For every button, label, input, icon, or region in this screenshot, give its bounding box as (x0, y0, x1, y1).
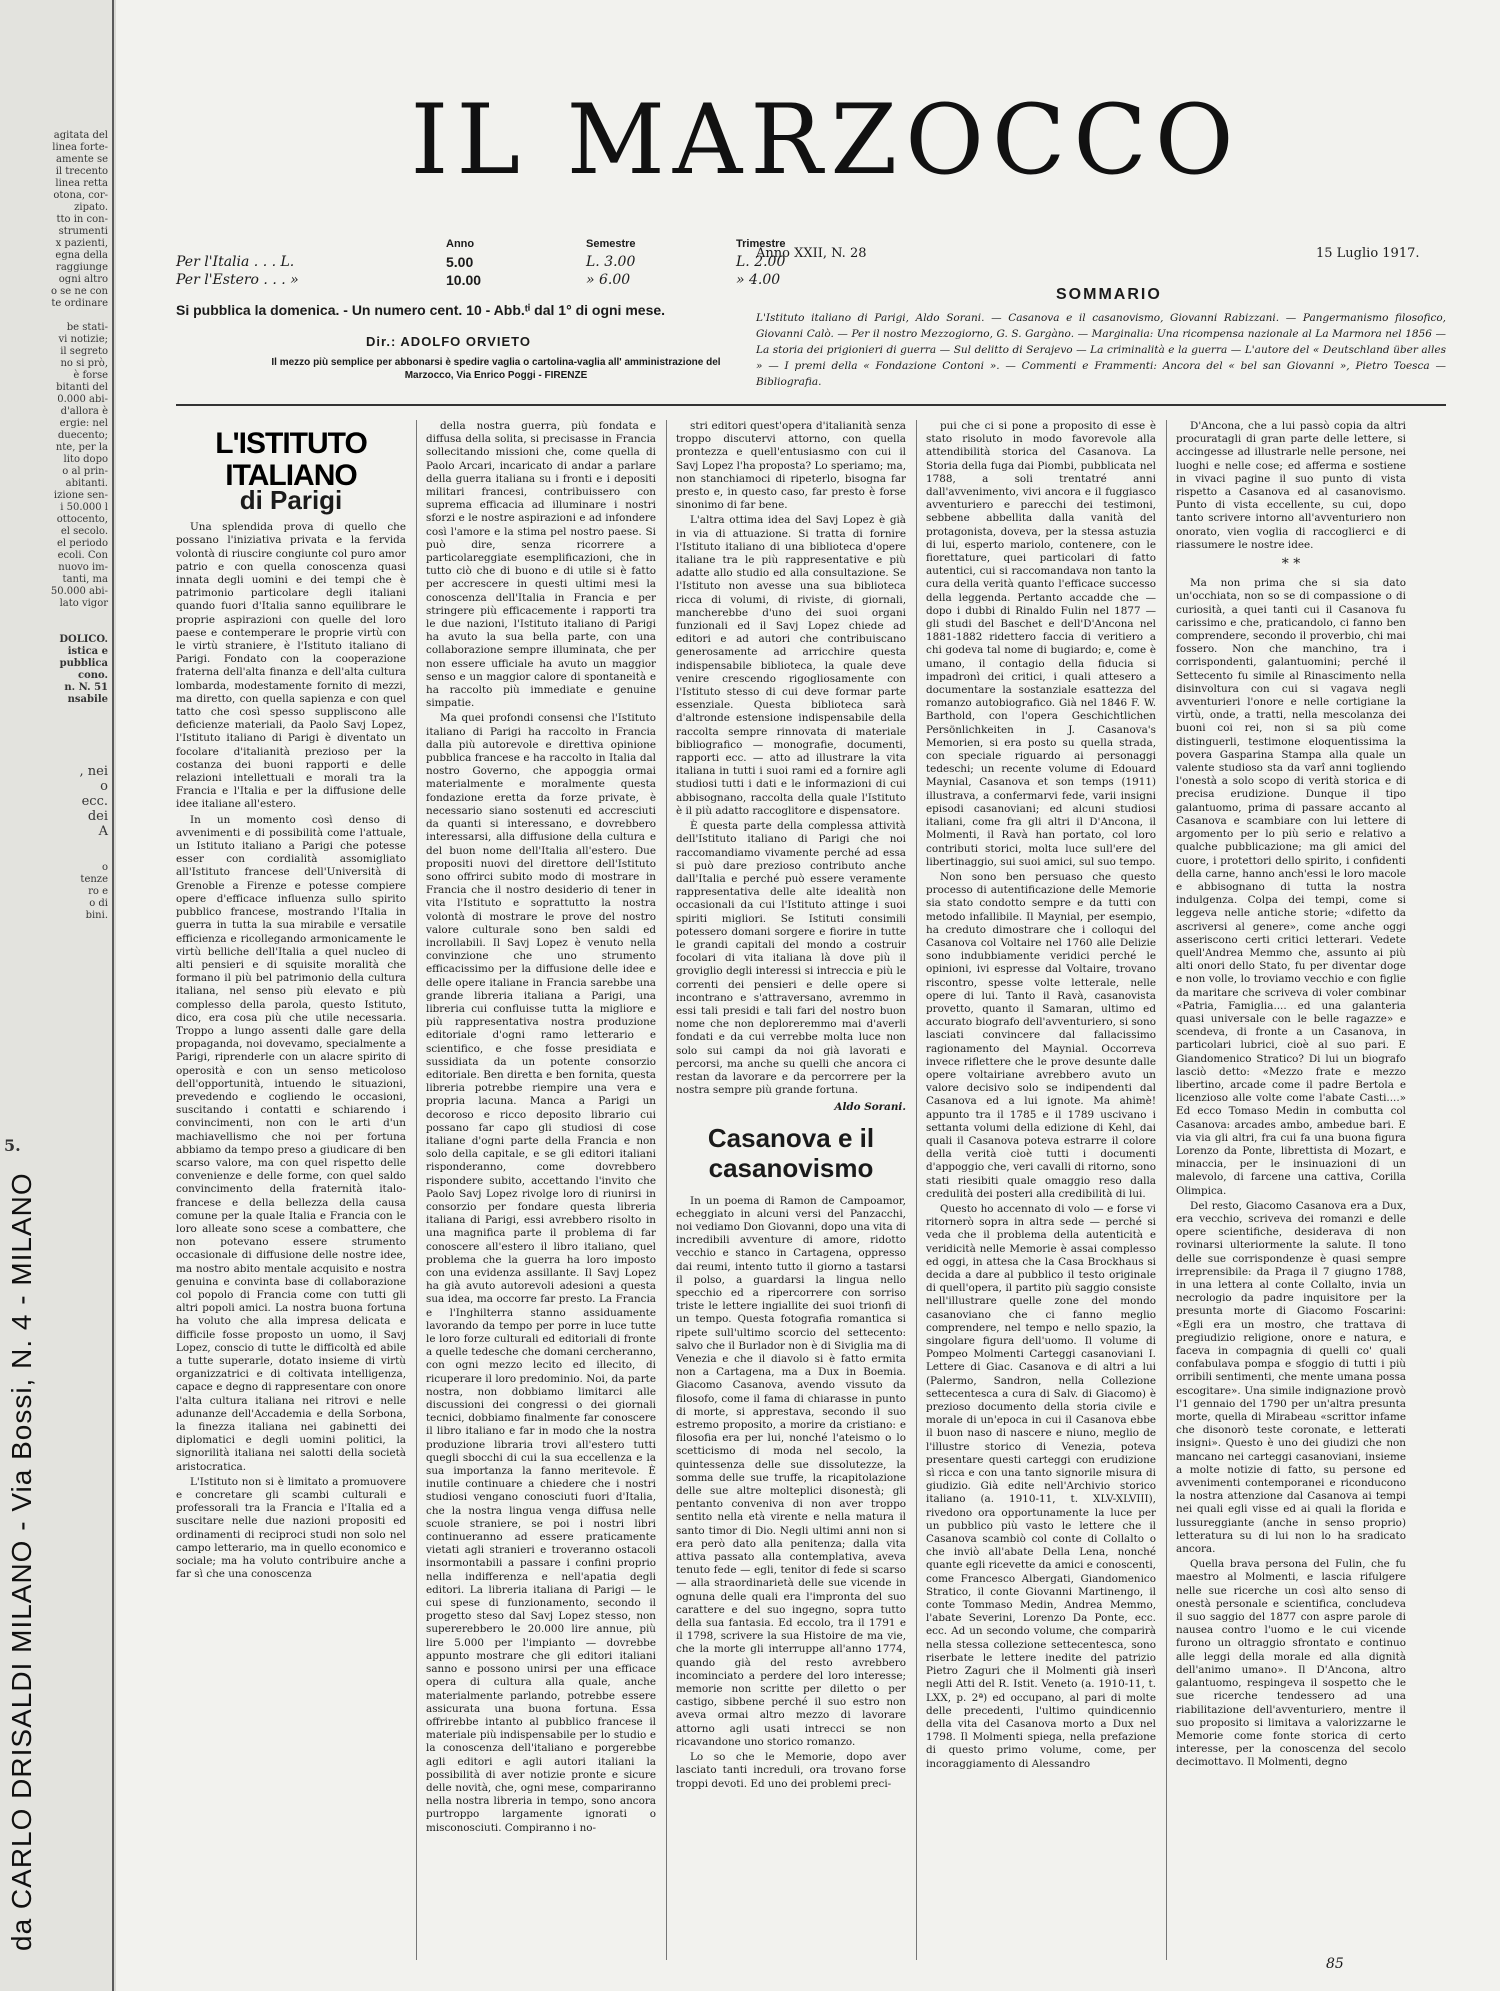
subscription-semestre-value: » 6.00 (586, 272, 631, 288)
paragraph: In un poema di Ramon de Campoamor, echeggiato in alcuni versi del Panzacchi, noi vediamo Don Giovanni, dopo una vita di incredibili avventure di amore, ridotto vecchio e stanco in Cartagena, oppresso dai reumi, intento tutto il giorno a tastarsi il polso, a guardarsi la lingua nello specchio ed a ripercorrere con sorriso triste le lettere ingiallite dei suoi trionfi di un tempo. Questa fotografia romantica si ripete sull'ultimo scorcio del settecento: salvo che il Burlador non è di Siviglia ma di Venezia e che il diavolo si è fatto ermita non a Cartagena, ma a Dux in Boemia. Giacomo Casanova, avendo vissuto da filosofo, come il fama di chiarasse in punto di morte, si apprestava, secondo il suo estremo proposito, a morire da cristiano: e filosofia era per lui, nonché l'ateismo o lo scetticismo di moda nel secolo, la quintessenza delle sue dissolutezze, la somma delle sue truffe, la ricapitolazione delle sue altre molteplici disonestà; gli pentanto conveniva di non aver troppo sentito nella età virente e nella matura il santo timor di Dio. Negli ultimi anni non si era però dato alla penitenza; dalla vita attiva passato alla contemplativa, aveva tenuto fede — egli, tenitor di fede si scarso — alla straordinarietà delle sue vicende in ognuna delle quali era l'impronta del suo carattere e del suo ingegno, sopra tutto della sua fantasia. Ed eccolo, tra il 1791 e il 1798, scrivere la sua Histoire de ma vie, che la morte gli interruppe all'anno 1774, quando già del resto avrebbero incominciato a perdere del loro interesse; memorie non scritte per diletto o per castigo, sibbene perché il suo estro non aveva ormai altro mezzo di lavorare attorno agli usati intrecci se non ricavandone uno storico romanzo. (676, 1194, 906, 1748)
paragraph: Del resto, Giacomo Casanova era a Dux, era vecchio, scriveva dei romanzi e delle opere scientifiche, desiderava di non rovinarsi ulteriormente la salute. Il tono delle sue corrispondenze è quasi sempre irreprensibile: da Praga il 7 giugno 1788, in una lettera al conte Collalto, invia un necrologio da padre inquisitore per la presunta morte di Giacomo Foscarini: «Egli era un mostro, che trattava di pregiudizio religione, onore e natura, e faceva in compagnia di quelli co' quali confabulava pompa e sfoggio di tutti i più orribili sentimenti, che mente umana possa escogitare». Una simile indignazione provò l'1 gennaio del 1790 per un'altra presunta morte, quella di Mirabeau «scrittor infame che disonorò teste coronate, e letterati insigni». Questo è uno dei giudizi che non mancano nei carteggi casanoviani, insieme a molte notizie di fatto, su persone ed avvenimenti contemporanei e riconducono la nostra attenzione dal Casanova ai tempi nei quali egli visse ed ai quali la florida e lussureggiante (anche in senso proprio) letteratura su di lui non lo ha sradicato ancora. (1176, 1199, 1406, 1556)
subscription-anno-value: 5.00 (446, 254, 474, 270)
director-line: Dir.: ADOLFO ORVIETO (366, 334, 531, 349)
margin-fragment-6: 5. (4, 1136, 21, 1155)
paragraph: Ma quei profondi consensi che l'Istituto italiano di Parigi ha raccolto in Francia dalla più autorevole e direttiva opinione pubblica francese e ha raccolto in Italia dal nostro Governo, che appoggia ormai materialmente e moralmente questa fondazione eretta da forze private, è necessario siano sostenuti ed accresciuti da quanti si interessano, e dovrebbero interessarsi, alla diffusione della cultura e del buon nome dell'Italia all'estero. Due propositi nuovi del direttore dell'Istituto sono offrirci subito modo di mostrare in Francia che il nostro desiderio di tener in vita l'Istituto e soprattutto la nostra volontà di mostrare le prove del nostro valore culturale sono ben saldi ed incrollabili. Il Savj Lopez è venuto nella convinzione che uno strumento efficacissimo per la diffusione delle idee e delle opere italiane in Francia sarebbe una grande libreria italiana a Parigi, una libreria cui confluisse tutta la migliore e più rappresentativa nostra produzione editoriale d'ogni ramo letterario e scientifico, e che fosse presidiata e sussidiata da un potente consorzio editoriale. Ben diretta e ben fornita, questa libreria potrebbe riempire una vera e propria lacuna. Manca a Parigi un decoroso e ricco deposito librario cui possano far capo gli studiosi di cose italiane d'ogni parte della Francia e non solo della capitale, e se gli editori italiani risponderanno, come dovrebbero rispondere subito, accettando l'invito che Paolo Savj Lopez rivolge loro di riunirsi in consorzio per fondare questa libreria italiana di Parigi, essi avrebbero risolto in una magnifica parte il problema di far conoscere all'estero il libro italiano, quel problema che la guerra ha loro imposto con una evidenza assillante. Il Savj Lopez ha già avuto autorevoli adesioni a questa sua idea, ma occorre far presto. La Francia e l'Inghilterra stanno assiduamente lavorando da tempo per porre in luce tutte le loro forze culturali ed editoriali di fronte a quelle tedesche che domani cercheranno, con ogni mezzo lecito ed illecito, di ricuperare il loro predominio. Noi, da parte nostra, non dobbiamo limitarci alle discussioni dei congressi o dei giornali tecnici, dobbiamo finalmente far conoscere il libro italiano e far in modo che la nostra produzione libraria trovi all'estero tutti quegli sbocchi di cui la sua eccellenza e la sua importanza la fanno meritevole. È inutile continuare a chiedere che i nostri studiosi vengano conosciuti fuori d'Italia, che la nostra lingua venga diffusa nelle scuole straniere, se poi i nostri libri continueranno ad essere praticamente vietati agli stranieri e troveranno ostacoli insormontabili a passare i confini proprio nella indifferenza e nell'apatia degli editori. La libreria italiana di Parigi — le cui spese di funzionamento, secondo il progetto steso dal Savj Lopez stesso, non supererebbero le 20.000 lire annue, più lire 5.000 per l'impianto — dovrebbe appunto mostrare che gli editori italiani sanno e possono unirsi per una efficace opera di cultura alla quale, anche materialmente parlando, potrebbe essere assicurata una buona fortuna. Essa offrirebbe intanto al pubblico francese il materiale più indispensabile per lo studio e la conoscenza dell'italiano e porgerebbe agli editori e agli autori italiani la possibilità di aver notizie pronte e sicure delle novità, che, ogni mese, compariranno nella nostra libreria in tempo, sono ancora purtroppo largamente ignorati o misconosciuti. Compiranno i no- (426, 712, 656, 1834)
paragraph: Questo ho accennato di volo — e forse vi ritornerò sopra in altra sede — perché si veda che il problema della autenticità e veridicità nelle Memorie è assai complesso ed oggi, in attesa che la Casa Brockhaus si decida a dare al pubblico il testo originale di quell'opera, il partito più saggio consiste nell'illustrare quelle zone del mondo casanoviano che ci fanno meglio comprendere, nel tempo e nello spazio, la singolare figura dell'uomo. Il volume di Pompeo Molmenti Carteggi casanoviani I. Lettere di Giac. Casanova e di altri a lui (Palermo, Sandron, nella Collezione settecentesca a cura di Salv. di Giacomo) è prezioso documento della storia civile e morale di un'epoca in cui il Casanova ebbe il buon naso di nascere e niuno, meglio de l'illustre storico di Venezia, poteva presentare questi carteggi con erudizione sì ricca e con una tanto signorile misura di giudizio. Già edite nell'Archivio storico italiano (a. 1910-11, t. XLV-XLVIII), rivedono ora opportunamente la luce per un pubblico più vasto le lettere che il Casanova scambiò col conte di Collalto o che inviò all'abate Della Lena, nonché quante egli ricevette da amici e conoscenti, come Francesco Albergati, Giandomenico Stratico, il conte Giovanni Martinengo, il conte Tommaso Medin, Andrea Memmo, l'abate Severini, Lorenzo Da Ponte, ecc. ecc. Ad un secondo volume, che comparirà nella stessa collezione settecentesca, sono riserbate le lettere inedite del patrizio Pietro Zaguri che il Molmenti già inserì negli Atti del R. Istit. Veneto (a. 1910-11, t. LXX, p. 2ª) ed occupano, al pari di molte delle precedenti, l'ultimo quindicennio della vita del Casanova morto a Dux nel 1798. Il Molmenti spiega, nella prefazione di questo primo volume, come, per incoraggiamento di Alessandro (926, 1202, 1156, 1770)
paragraph: pui che ci si pone a proposito di esse è stato risoluto in modo favorevole alla attendibilità storica del Casanova. La Storia della fuga dai Piombi, pubblicata nel 1788, a soli trentatré anni dall'avvenimento, vivi ancora e il fuggiasco avventuriero e parecchi dei testimoni, sebbene abbellita dalla vanità del protagonista, doveva, per la stessa astuzia di lui, esperto mariolo, contenere, con le fiorettature, quei particolari di fatto autentici, cui si raccomandava non tanto la cura della verità quanto l'efficace successo della leggenda. Pertanto accadde che — dopo i dubbi di Rinaldo Fulin nel 1877 — gli studi del Baschet e dell'D'Ancona nel 1881-1882 ridettero faccia di veritiero a chi godeva tal nome di bugiardo; e, come è umano, il contagio della fiducia si impadronì dei critici, i quali attesero a documentare la sostanziale esattezza del romanzo autobiografico. Già nel 1846 F. W. Barthold, con l'opera Geschichtlichen Persönlichkeiten in J. Casanova's Memorien, si era posto su quella strada, con speciale riguardo ai personaggi tedeschi; un recente volume di Edouard Maynial, Casanova et son temps (1911) illustrava, a confermarvi fede, varii insigni episodi casanoviani; ed alcuni studiosi italiani, come fra gli altri il D'Ancona, il Molmenti, il Ravà han portato, col loro contributi storici, molta luce sull'ere del libertinaggio, sui suoi amici, sul suo tempo. (926, 420, 1156, 868)
column-5 (1176, 420, 1406, 1980)
paragraph: Quella brava persona del Fulin, che fu maestro al Molmenti, e lascia rifulgere nelle sue ricerche un così alto senso di onestà personale e scientifica, concludeva il suo saggio del 1877 con aspre parole di nausea contro l'uomo e le cui vicende furono un oltraggio sfrontato e continuo alle leggi della morale ed alla dignità dell'animo umano». Il D'Ancona, altro galantuomo, respingeva il sospetto che le sue ricerche tendessero ad una riabilitazione dell'avventuriero, mentre il suo proposito si limitava a valorizzarne le Memorie come fonte storica di certo interesse, per la conoscenza del secolo decimottavo. Il Molmenti, degno (1176, 1558, 1406, 1769)
paragraph: D'Ancona, che a lui passò copia da altri procuratagli di gran parte delle lettere, si accingesse ad illustrarle nelle persone, nei luoghi e nelle cose; ed afferma e sostiene in vivaci pagine il suo punto di vista rispetto a Casanova ed al casanovismo. Punto di vista eccellente, su cui, dopo tanto scrivere intorno all'avventuriero non onorato, vien voglia di raccoglierci e di riassumere le nostre idee. (1176, 420, 1406, 551)
publication-info: Si pubblica la domenica. - Un numero cent. 10 - Abb.ᵗⁱ dal 1° di ogni mese. (176, 302, 666, 318)
vertical-imprint-text: da CARLO DRISALDI MILANO - Via Bossi, N. 4 - MILANO (6, 1172, 37, 1951)
margin-vertical-imprint (0, 1172, 38, 1951)
paragraph: Una splendida prova di quello che possano l'iniziativa privata e la fervida volontà di riuscire congiunte col puro amor patrio e con quella conoscenza quasi innata degli uomini e dei tempi che è patrimonio particolare degli italiani quando fuori d'Italia sanno equilibrare le proprie aspirazioni con quelle del loro paese e contemperare le proprie virtù con le virtù straniere, è l'Istituto italiano di Parigi. Fondato con la cooperazione fraterna dell'alta finanza e dell'alta cultura lombarda, modestamente fornito di mezzi, ma diretto, con quella sapienza e con quel tatto che così spesso suppliscono alle deficienze materiali, da Paolo Savj Lopez, l'Istituto italiano di Parigi è diventato un focolare d'italianità prezioso per la costanza dei buoni rapporti e delle relazioni intellettuali e morali tra la Francia e l'Italia e per la diffusione delle idee italiane all'estero. (176, 521, 406, 811)
article-headline: L'ISTITUTO ITALIANO (215, 427, 367, 492)
paragraph: L'altra ottima idea del Savj Lopez è già in via di attuazione. Si tratta di fornire l'Istituto italiano di una biblioteca d'opere italiane tra le più rappresentative e più adatte allo studio ed alla consultazione. Se l'Istituto non avesse una sua biblioteca ricca di volumi, di riviste, di giornali, mancherebbe d'uno dei suoi organi funzionali ed il Savj Lopez chiede ad editori e ad autori che contribuiscano generosamente ad arricchire questa indispensabile biblioteca, la quale deve venire crescendo rigogliosamente con l'Istituto stesso di cui deve formar parte essenziale. Questa biblioteca sarà d'altronde estensione indispensabile della raccolta sempre rinnovata di materiale bibliografico — monografie, documenti, rapporti ecc. — atto ad illustrare la vita italiana in tutti i suoi rami ed a fornire agli studiosi tutti i dati e le informazioni di cui abbisognano, raccolta della quale l'Istituto è il più adatto raccoglitore e dispensatore. (676, 514, 906, 817)
subscription-label: Per l'Italia . . . L. (176, 254, 295, 270)
column-separator (416, 420, 417, 1960)
paragraph: È questa parte della complessa attività dell'Istituto italiano di Parigi che noi raccomandiamo vivamente perché ad essa si può dare prezioso contributo anche dall'Italia e perché può essere veramente rappresentativa delle alte idealità non occasionali da cui l'Istituto attinge i suoi spiriti migliori. Se Istituti consimili potessero domani sorgere e fiorire in tutte le grandi capitali del mondo a costruir focolari di vita italiana là dove più il groviglio degli interessi si intreccia e più le correnti dei pensieri e delle opere si incontrano e s'attraversano, avremmo in essi tali presidi e tali fari del nostro buon nome che non deploreremmo mai d'averli fondati e da cui verrebbe molta luce non solo sui campi da noi già lavorati e percorsi, ma anche su quelli che ancora ci restan da lavorare e da percorrere per la nostra sempre più grande fortuna. (676, 820, 906, 1097)
column-1 (176, 420, 406, 1980)
article-subheadline: di Parigi (239, 485, 343, 515)
masthead-title: IL MARZOCCO (410, 84, 1242, 196)
subscription-label: Per l'Estero . . . » (176, 272, 299, 288)
subscription-note: Il mezzo più semplice per abbonarsi è spedire vaglia o cartolina-vaglia all' amministrazione del Marzocco, Via Enrico Poggi - FIRENZE (271, 357, 721, 381)
margin-fragment-1: agitata del linea forte- amente se il trecento linea retta otona, cor- zipato. tto in con- strumenti x pazienti, egna della raggiunge ogni altro o se ne con te ordinare (50, 130, 108, 309)
margin-fragment-3: DOLICO. istica e pubblica cono. n. N. 51 nsabile (59, 634, 108, 705)
page-number: 85 (1326, 1956, 1344, 1972)
column-separator (1166, 420, 1167, 1960)
paragraph: L'Istituto non si è limitato a promuovere e concretare gli scambi culturali e professorali tra la Francia e l'Italia ed a suscitare nelle due nazioni propositi ed ordinamenti di reciproci studi non solo nel campo letterario, ma in quello economico e sociale; ma ha voluto contribuire anche a far sì che una conoscenza (176, 1475, 406, 1581)
issue-date: 15 Luglio 1917. (1316, 246, 1420, 261)
subscription-semestre-value: L. 3.00 (586, 254, 636, 270)
subscription-row-italia (176, 254, 796, 272)
column-separator (666, 420, 667, 1960)
paragraph: In un momento così denso di avvenimenti e di possibilità come l'attuale, un Istituto italiano a Parigi che potesse esser con cordialità assomigliato all'Istituto francese dell'Università di Grenoble a Firenze e potesse compiere opere d'efficace influenza sullo spirito pubblico francese, mostrando l'Italia in guerra in tutta la sua mirabile e versatile efficienza e ricollegando armonicamente le virtù belliche dell'Italia a quel nucleo di alti pensieri e di squisite moralità che formano il più bel patrimonio della cultura italiana, nel senso più elevato e più complesso della parola, questo Istituto, dico, era cosa più che utile necessaria. Troppo a lungo assenti dalle gare della propaganda, noi dovevamo, specialmente a Parigi, riprenderle con un alacre spirito di operosità e con un senso meticoloso dell'opportunità, intuendo le situazioni, prevedendo e cogliendo le occasioni, suscitando i contatti e schiarendo i convincimenti, non con le arti d'un machiavellismo che noi per fortuna abbiamo da tempo preso a giudicare di ben scarso valore, ma con quel rispetto delle convenienze e delle forme, con quel saldo convincimento della fraternità italo-francese e della bellezza della causa comune per la quale Italia e Francia con le loro alleate sono scese a combattere, che non potevano essere strumento occasionale di diffusione delle nostre idee, ma nostro abito mentale acquisito e nostra genuina e convinta base di collaborazione col popolo di Francia come con tutti gli altri popoli amici. La nostra buona fortuna ha voluto che alla impresa delicata e difficile fosse proposto un uomo, il Savj Lopez, conscio di tutte le difficoltà ed abile a tutte superarle, dotato insieme di virtù organizzatrici e di coltivata intelligenza, capace e degno di rappresentare con onore l'alta cultura italiana nei ritrovi e nelle adunanze dell'Accademia e della Sorbona, la finezza italiana nei gabinetti dei diplomatici e degli uomini politici, la signorilità italiana nei salotti della società aristocratica. (176, 813, 406, 1473)
header-rule (176, 404, 1446, 406)
subscription-trimestre-value: L. 2.00 (736, 254, 786, 270)
subscription-table (176, 238, 796, 290)
margin-fragment-5: o tenze ro e o di bini. (80, 862, 108, 921)
paragraph: stri editori quest'opera d'italianità senza troppo discutervi attorno, con quella prontezza e quell'entusiasmo con cui il Savj Lopez l'ha proposta? Lo speriamo; ma, non stanchiamoci di ripeterlo, bisogna far presto e, in questo caso, far presto è forse sinonimo di far bene. (676, 420, 906, 512)
paragraph: Non sono ben persuaso che questo processo di autentificazione delle Memorie sia stato condotto sempre e da tutti con metodo infallibile. Il Maynial, per esempio, ha creduto dimostrare che i colloqui del Casanova col Voltaire nel 1760 alle Delizie sono indubbiamente veridici perché le opinioni, ivi espresse dal Voltaire, trovano riscontro, spesse volte letterale, nelle opere di lui. Tanto il Ravà, casanovista provetto, quanto il Samaran, ultimo ed accurato biografo dell'avventuriero, si sono lasciati convincere dal fallacissimo ragionamento del Maynial. Occorreva invece riflettere che le prove desunte dalle opere voltairiane avrebbero avuto un valore decisivo solo se indipendenti dal Casanova ed a lui ignote. Ma ahimè! appunto tra il 1785 e il 1789 uscivano i settanta volumi della edizione di Kehl, dai quali il Casanova poteva estrarre il colore della verità cioè tutti i documenti d'appoggio che, veri cavalli di ritorno, sono stati riesibiti quale omaggio reso dalla credulità dei posteri alla credibilità di lui. (926, 870, 1156, 1200)
sommario-text: L'Istituto italiano di Parigi, Aldo Sorani. — Casanova e il casanovismo, Giovanni Rabizzani. — Pangermanismo filosofico, Giovanni Calò. — Per il nostro Mezzogiorno, G. S. Gargàno. — Marginalia: Una ricompensa nazionale al La Marmora nel 1856 — La storia dei prigionieri di guerra — Sul delitto di Serajevo — La criminalità e la guerra — L'autore del « Deutschland über alles » — I premi della « Fondazione Contoni ». — Commenti e Frammenti: Ancora del « bel san Giovanni », Pietro Toesca — Bibliografia. (756, 312, 1446, 388)
section-stars: * * (1281, 556, 1301, 573)
column-3 (676, 420, 906, 1980)
margin-fragment-2: be stati- vi notizie; il segreto no si prò, è forse bitanti del 0.000 abi- d'allora è ergie: nel duecento; nte, per la lito dopo o al prin- abitanti. izione sen- i 50.000 l ottocento, el secolo. el periodo ecoli. Con nuovo im- tanti, ma 50.000 abi- lato vigor (50, 322, 108, 609)
paragraph: della nostra guerra, più fondata e diffusa della solita, si precisasse in Francia sollecitando missioni che, come quella di Paolo Arcari, incaricato di andar a parlare della guerra italiana su i fronti e i depositi militari francesi, contribuissero con suprema efficacia ad illuminare i nostri sforzi e le nostre aspirazioni e ad infondere così l'amore e la stima pel nostro paese. Si può dire, senza ricorrere a particolareggiate esemplificazioni, che in tutto ciò che di buono e di utile si è fatto per accrescere in questi ultimi mesi la conoscenza dell'Italia in Francia e per stringere più efficacemente i rapporti tra le due nazioni, l'Istituto italiano di Parigi ha avuto la sua bella parte, con una collaborazione sempre illuminata, che per non essere ufficiale ha avuto un maggior senso e un maggior calore di spontaneità e ha raccolto più immediate e genuine simpatie. (426, 420, 656, 710)
article-headline: Casanova e il casanovismo (707, 1122, 875, 1183)
sommario-title: SOMMARIO (1056, 286, 1162, 303)
column-2 (426, 420, 656, 1980)
subscription-header-anno: Anno (446, 238, 475, 250)
column-4 (926, 420, 1156, 1980)
subscription-header-trimestre: Trimestre (736, 238, 786, 250)
left-margin-strip (0, 0, 114, 1991)
subscription-row-estero (176, 272, 796, 290)
issue-number: Anno XXII, N. 28 (756, 246, 867, 261)
article-signature: Aldo Sorani. (834, 1101, 906, 1114)
subscription-trimestre-value: » 4.00 (736, 272, 781, 288)
subscription-header (176, 238, 796, 254)
newspaper-page (116, 0, 1500, 1991)
margin-fragment-4: , nei o ecc. dei A (79, 764, 108, 839)
subscription-anno-value: 10.00 (446, 272, 482, 288)
subscription-header-semestre: Semestre (586, 238, 636, 250)
paragraph: Ma non prima che si sia dato un'occhiata, non so se di compassione o di curiosità, a quei tanti cui il Casanova fu carissimo e che, praticandolo, ci fanno ben comprendere, secondo il proverbio, chi mai fossero. Non che manchino, tra i corrispondenti, galantuomini; perché il Settecento fu simile al Rinascimento nella disinvoltura con cui si vagava negli avventurieri l'onore e nelle cortigiane la virtù, onde, a tratti, nella mescolanza dei buoni coi rei, non si sa più come distinguerli, testimone eloquentissima la povera Gasparina Stampa alla quale un valente studioso sta da varî anni togliendo l'onestà a solo scopo di verità storica e di precisa erudizione. Dunque il tipo galantuomo, prima di passare accanto al Casanova e scambiare con lui lettere di argomento per lo più serio e relativo a qualche pubblicazione; ma gli amici del cuore, i protettori dello spirito, i confidenti della carne, hanno anch'essi le loro macole e abbisognano di tutta la nostra indulgenza. Colpa dei tempi, come si leggeva nelle antiche storie; «difetto da ascriversi al genere», come anche oggi asseriscono certi critici letterari. Vedete quell'Andrea Memmo che, assunto ai più alti onori dello Stato, fu per diventar doge e non volle, lo troviamo vecchio e con figlie da maritare che scriveva di voler combinar «Patria, Famiglia.... ed una galanteria quasi universale con le belle ragazze» e scendeva, di fronte a un Casanova, in particolari lubrici, cioè al suo pari. E Giandomenico Stratico? Di lui un biografo lasciò detto: «Mezzo frate e mezzo libertino, arcade come il padre Bertola e licenzioso alle volte come l'abate Casti....» Ed ecco Tomaso Medin in combutta col Casanova: arcades ambo, ambedue bari. E via via gli altri, fra cui fa una buona figura Lorenzo da Ponte, librettista di Mozart, e minaccia, per le insinuazioni di un malevolo, di farcene una cattiva, Corilla Olimpica. (1176, 577, 1406, 1197)
paragraph: Lo so che le Memorie, dopo aver lasciato tanti increduli, ora trovano forse troppi devoti. Ed uno dei problemi preci- (676, 1751, 906, 1790)
column-separator (916, 420, 917, 1960)
